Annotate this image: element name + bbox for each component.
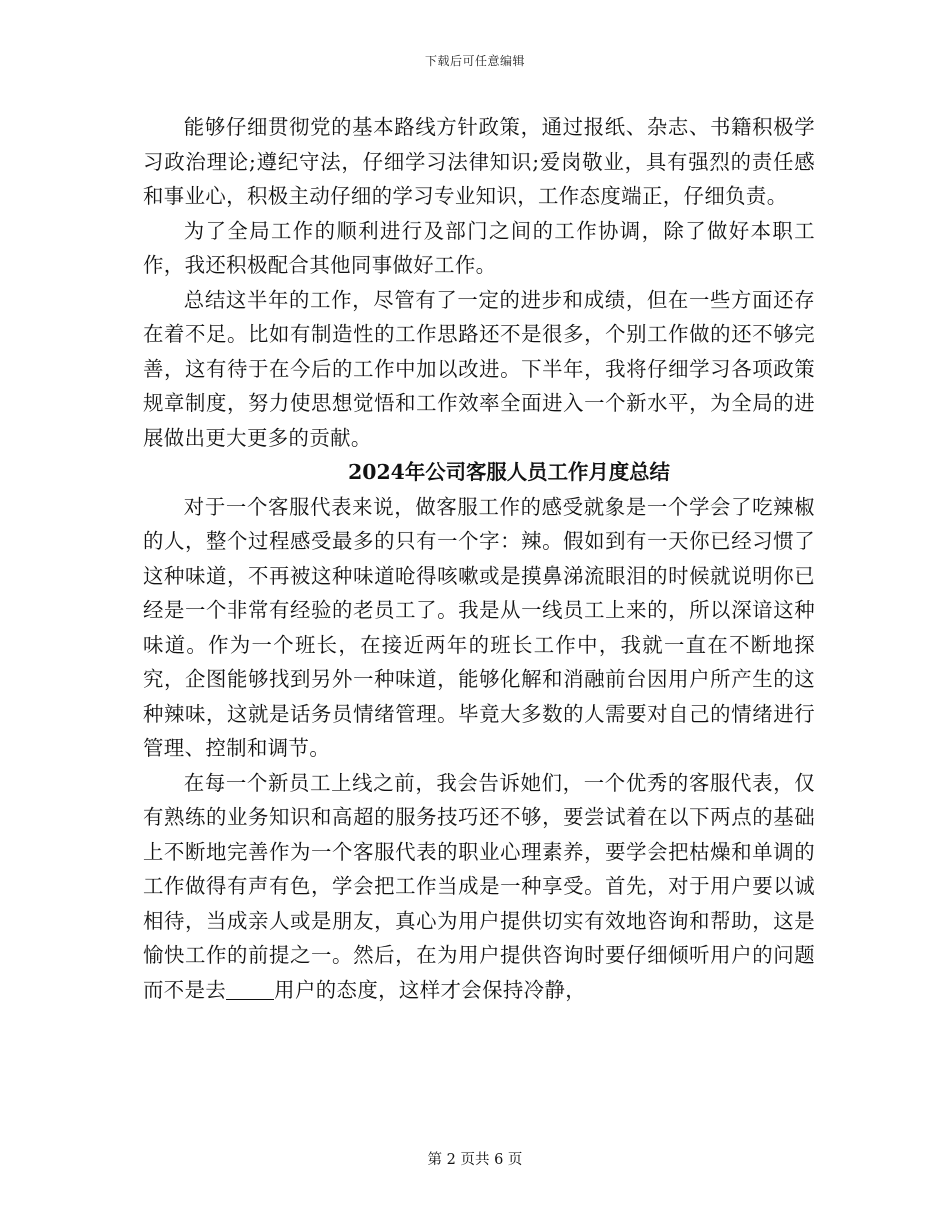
page-header: 下载后可任意编辑	[424, 54, 525, 68]
paragraph-1: 能够仔细贯彻党的基本路线方针政策，通过报纸、杂志、书籍积极学习政治理论;遵纪守法，仔细学习法律知识;爱岗敬业，具有强烈的责任感和事业心，积极主动仔细的学习专业知识，工作态度端正，仔细负责。	[143, 115, 815, 208]
document-body	[143, 110, 815, 1007]
page-footer: 第 2 页共 6 页	[427, 1152, 523, 1168]
fill-in-blank	[226, 978, 274, 999]
paragraph-5	[143, 766, 815, 1008]
section-title: 2024年公司客服人员工作月度总结	[348, 460, 670, 484]
paragraph-5-text-before: 在每一个新员工上线之前，我会告诉她们，一个优秀的客服代表，仅有熟练的业务知识和高超的服务技巧还不够，要尝试着在以下两点的基础上不断地完善作为一个客服代表的职业心理素养，要学会把枯燥和单调的工作做得有声有色，学会把工作当成是一种享受。首先，对于用户要以诚相待，当成亲人或是朋友，真心为用户提供切实有效地咨询和帮助，这是愉快工作的前提之一。然后，在为用户提供咨询时要仔细倾听用户的问题而不是去	[143, 770, 815, 1002]
paragraph-3: 总结这半年的工作，尽管有了一定的进步和成绩，但在一些方面还存在着不足。比如有制造性的工作思路还不是很多，个别工作做的还不够完善，这有待于在今后的工作中加以改进。下半年，我将仔细学习各项政策规章制度，努力使思想觉悟和工作效率全面进入一个新水平，为全局的进展做出更大更多的贡献。	[143, 287, 815, 450]
paragraph-2: 为了全局工作的顺利进行及部门之间的工作协调，除了做好本职工作，我还积极配合其他同事做好工作。	[143, 218, 815, 277]
paragraph-4: 对于一个客服代表来说，做客服工作的感受就象是一个学会了吃辣椒的人，整个过程感受最多的只有一个字：辣。假如到有一天你已经习惯了这种味道，不再被这种味道呛得咳嗽或是摸鼻涕流眼泪的时候就说明你已经是一个非常有经验的老员工了。我是从一线员工上来的，所以深谙这种味道。作为一个班长，在接近两年的班长工作中，我就一直在不断地探究，企图能够找到另外一种味道，能够化解和消融前台因用户所产生的这种辣味，这就是话务员情绪管理。毕竟大多数的人需要对自己的情绪进行管理、控制和调节。	[143, 494, 815, 760]
paragraph-5-text-after: 用户的态度，这样才会保持冷静，	[274, 977, 587, 1002]
